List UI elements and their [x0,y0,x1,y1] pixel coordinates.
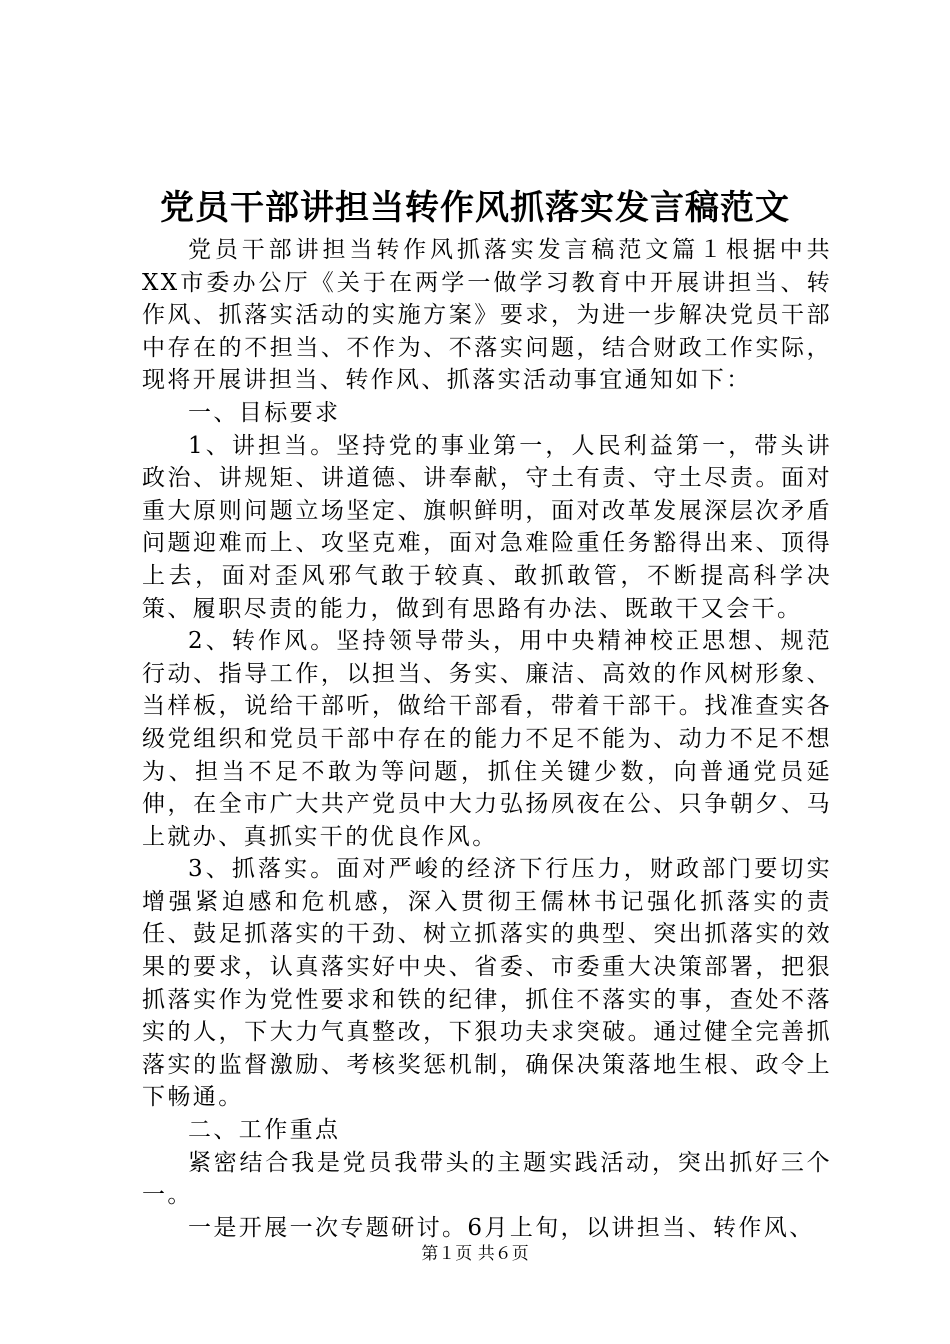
paragraph-implementation: 3、抓落实。面对严峻的经济下行压力，财政部门要切实增强紧迫感和危机感，深入贯彻王儒林书记强化抓落实的责任、鼓足抓落实的干劲、树立抓落实的典型、突出抓落实的效果的要求，认真落实好中央、省委、市委重大决策部署，把狠抓落实作为党性要求和铁的纪律，抓住不落实的事，查处不落实的人，下大力气真整改，下狠功夫求突破。通过健全完善抓落实的监督激励、考核奖惩机制，确保决策落地生根、政令上下畅通。 [142,856,832,1111]
document-body [142,234,832,1244]
section-heading-goals: 一、目标要求 [188,399,341,426]
page-number-footer: 第１页 共６页 [421,1244,529,1264]
section-heading-work-focus: 二、工作重点 [188,1117,341,1144]
paragraph-change-style: 2、转作风。坚持领导带头，用中央精神校正思想、规范行动、指导工作，以担当、务实、廉洁、高效的作风树形象、当样板，说给干部听，做给干部看，带着干部干。找准查实各级党组织和党员干部中存在的能力不足不能为、动力不足不想为、担当不足不敢为等问题，抓住关键少数，向普通党员延伸，在全市广大共产党员中大力弘扬夙夜在公、只争朝夕、马上就办、真抓实干的优良作风。 [142,628,832,850]
document-title: 党员干部讲担当转作风抓落实发言稿范文 [160,188,790,228]
paragraph-take-responsibility: 1、讲担当。坚持党的事业第一，人民利益第一，带头讲政治、讲规矩、讲道德、讲奉献，守土有责、守土尽责。面对重大原则问题立场坚定、旗帜鲜明，面对改革发展深层次矛盾问题迎难而上、攻坚克难，面对急难险重任务豁得出来、顶得上去，面对歪风邪气敢于较真、敢抓敢管，不断提高科学决策、履职尽责的能力，做到有思路有办法、既敢干又会干。 [142,432,832,622]
paragraph-seminar: 一是开展一次专题研讨。6月上旬，以讲担当、转作风、 [188,1214,815,1241]
paragraph-theme-activity: 紧密结合我是党员我带头的主题实践活动，突出抓好三个一。 [142,1149,832,1209]
intro-paragraph: 党员干部讲担当转作风抓落实发言稿范文篇１根据中共XX市委办公厅《关于在两学一做学习教育中开展讲担当、转作风、抓落实活动的实施方案》要求，为进一步解决党员干部中存在的不担当、不作为、不落实问题，结合财政工作实际，现将开展讲担当、转作风、抓落实活动事宜通知如下： [142,237,832,394]
